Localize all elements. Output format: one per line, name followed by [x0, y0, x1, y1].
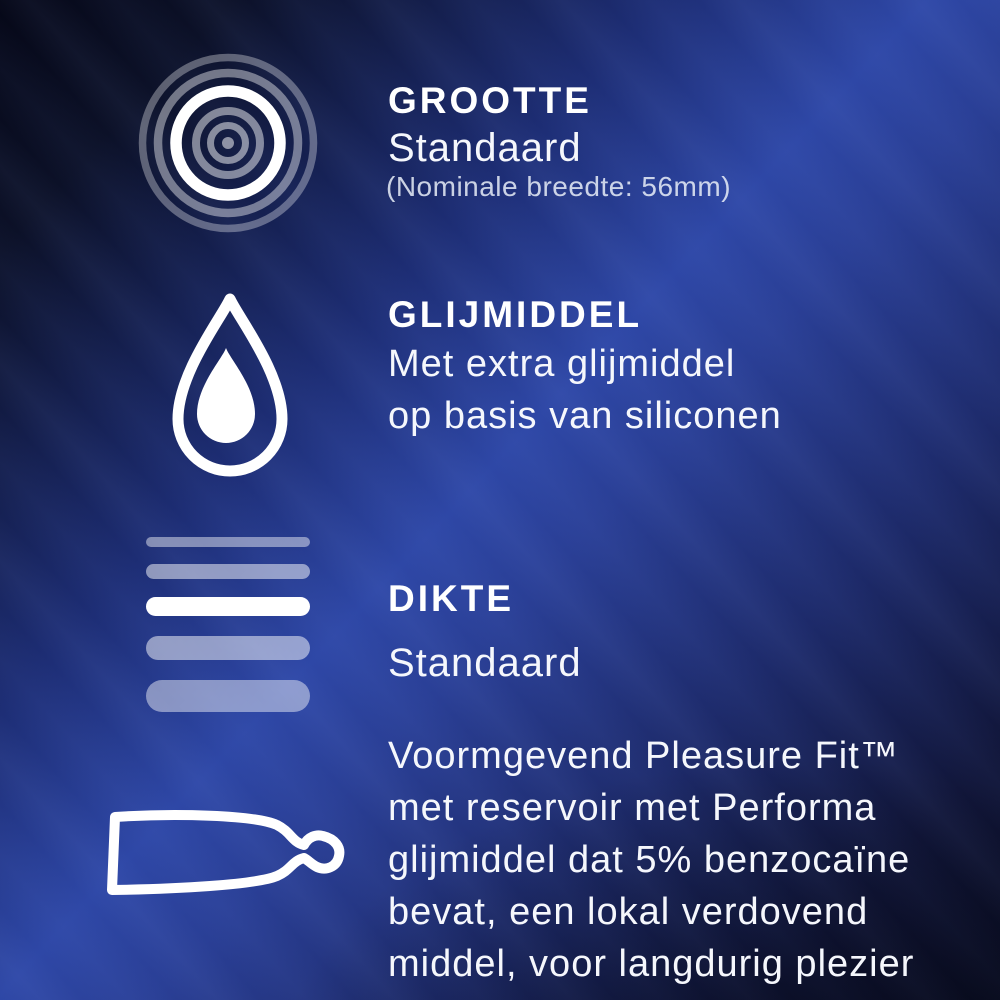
concentric-circles-icon — [138, 53, 318, 233]
glijmiddel-line: Met extra glijmiddel — [388, 343, 736, 385]
section-note-grootte: (Nominale breedte: 56mm) — [386, 171, 732, 202]
section-title-grootte: GROOTTE — [388, 80, 592, 121]
glijmiddel-line: op basis van siliconen — [388, 395, 782, 437]
section-title-glijmiddel: GLIJMIDDEL — [388, 294, 643, 335]
section-subtitle-grootte: Standaard — [388, 126, 582, 170]
thickness-lines-icon — [146, 537, 310, 712]
section-title-dikte: DIKTE — [388, 578, 514, 619]
section-subtitle-dikte: Standaard — [388, 641, 582, 685]
condom-profile-icon — [105, 808, 347, 902]
water-drop-icon — [164, 291, 296, 477]
pleasure-fit-line: Voormgevend Pleasure Fit™ — [388, 735, 899, 777]
pleasure-fit-line: glijmiddel dat 5% benzocaïne — [388, 839, 911, 881]
pleasure-fit-line: bevat, een lokal verdovend — [388, 891, 869, 933]
pleasure-fit-line: met reservoir met Performa — [388, 787, 877, 829]
pleasure-fit-line: middel, voor langdurig plezier — [388, 943, 915, 985]
